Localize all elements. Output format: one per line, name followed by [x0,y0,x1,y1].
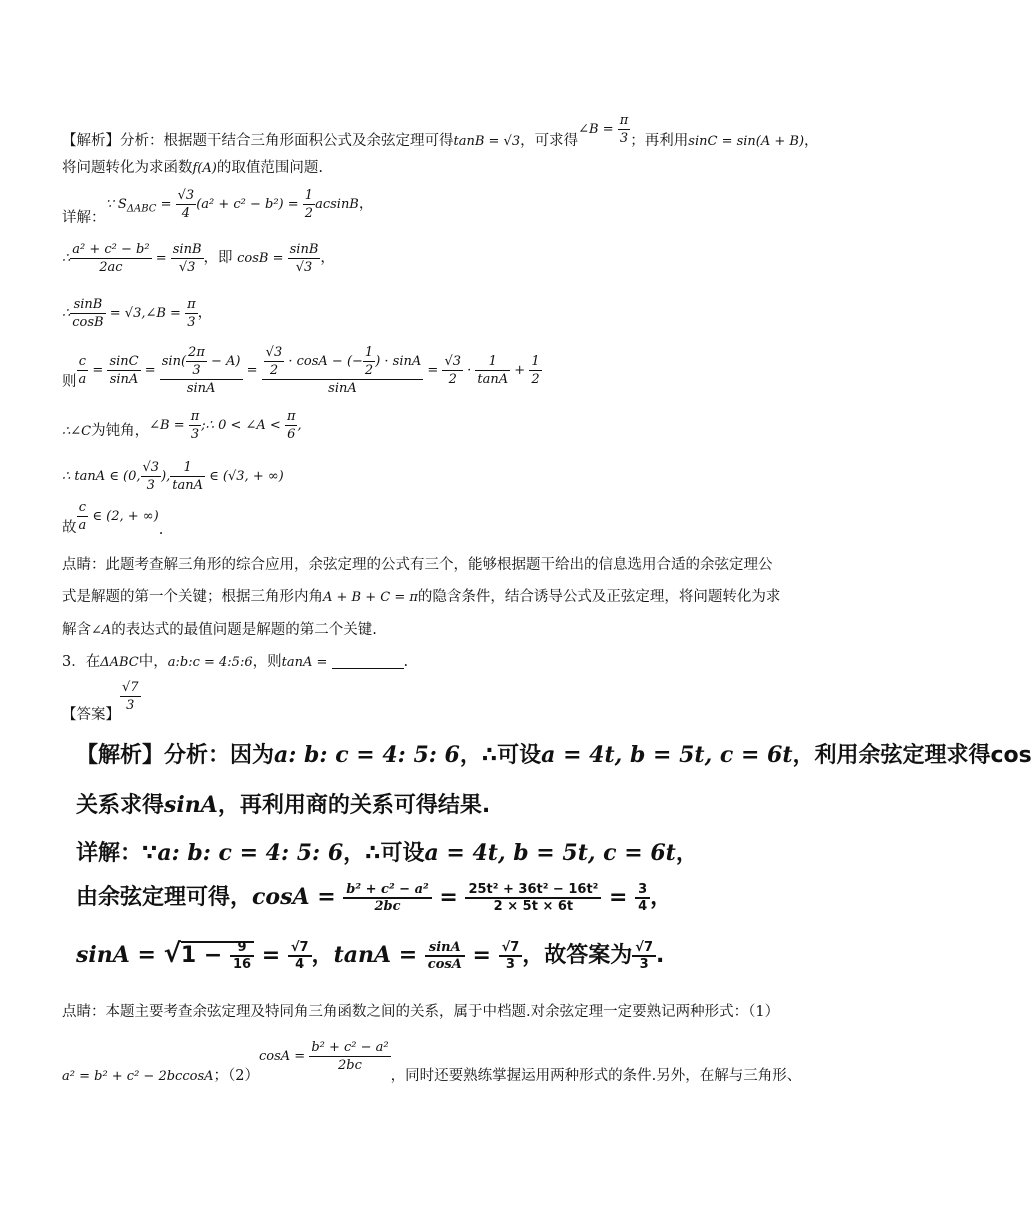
formula-conclusion [77,500,159,533]
frac-num: √3 [142,460,160,475]
formula-angle-B [578,113,630,146]
comment-text: ，同时还要熟练掌握运用两种形式的条件.另外，在解与三角形、 [390,1068,802,1084]
frac-den: 2bc [338,1058,362,1073]
image-fraction [632,940,656,972]
analysis-text: ，可求得 [520,133,579,149]
image-text: = [254,943,288,968]
frac-den: 2 [531,372,540,387]
question-number: 3．在 [62,654,101,670]
fraction [363,345,375,378]
formula-text: − A) [206,354,241,369]
formula-tanA-range [62,460,284,493]
formula-cosine-law-1: a² = b² + c² − 2bccosA [62,1069,214,1084]
comment-text: 式是解题的第一个关键；根据三角形内角 [62,589,323,605]
frac-num: 1 [531,354,540,369]
image-text: 关系求得 [76,793,165,818]
punct: ， [197,305,213,321]
formula-angle-sum: A + B + C = π [323,590,418,605]
frac-num: c [77,500,89,517]
frac-num: 9 [230,940,254,957]
image-row-1 [76,738,1032,769]
frac-num: √7 [122,680,139,695]
frac-den: tanA [172,478,204,493]
fraction [189,409,202,442]
formula-text: cosB = [237,251,288,266]
frac-num [262,345,424,380]
formula-text: , [297,418,302,433]
image-formula: a = 4t, b = 5t, c = 6t [541,742,793,768]
frac-num: √3 [444,354,461,369]
punct: . [158,522,164,538]
frac-den: 3 [639,957,649,972]
formula-text: · [463,363,476,378]
image-formula: a = 4t, b = 5t, c = 6t [424,840,676,866]
frac-num: √7 [632,940,656,957]
image-fraction [288,940,312,972]
image-row-4 [76,880,672,914]
formula-text: = [151,251,171,266]
formula-text: ∴ tanA ∈ (0, [62,469,141,484]
frac-num: π [190,409,200,424]
fraction [618,113,631,146]
frac-den: cosB [72,315,104,330]
frac-den: sinA [328,381,357,396]
image-text: = [464,943,499,968]
comment-text: 的表达式的最值问题是解题的第二个关键. [111,622,377,638]
comment-2-line-1: 点睛：本题主要考查余弦定理及特同角三角函数之间的关系，属于中档题.对余弦定理一定要熟记两种形式：（1） [62,1004,780,1020]
frac-den: 4 [295,957,305,972]
analysis-text: ， [804,133,819,149]
image-text: 由余弦定理可得， [76,885,253,910]
comment-text: 的隐含条件，结合诱导公式及正弦定理，将问题转化为求 [417,589,781,605]
detail-step-4 [62,345,542,396]
formula-angle-A: ∠A [91,623,112,638]
analysis-text: 将问题转化为求函数 [62,160,193,176]
formula-cosB [237,242,320,275]
frac-den: sinA [109,372,139,387]
answer-fraction [120,680,141,713]
frac-den: 4 [638,899,648,914]
frac-num: π [187,297,196,312]
formula-text: sin( [161,354,187,369]
formula-cosine-law-2 [258,1040,391,1073]
analysis-text: 的取值范围问题. [216,160,323,176]
image-text: ，再利用商的关系可得结果. [217,793,491,818]
fraction [107,354,140,387]
solution-image [60,730,1032,984]
formula-text: ∴ [62,306,71,321]
fraction [309,1040,390,1073]
question-text: ，则 [252,654,282,670]
formula-text: ∠B = [578,122,614,137]
frac-den: 3 [192,363,201,378]
answer-blank [332,654,404,669]
formula-area [105,188,359,221]
analysis-text: 分析：根据题干结合三角形面积公式及余弦定理可得 [120,133,454,149]
fraction [186,345,207,378]
frac-den: 2ac [99,260,123,275]
frac-num: a² + c² − b² [72,242,150,257]
image-text: 【解析】分析：因为 [76,743,275,768]
question-text: 中， [138,654,168,670]
formula-text: acsinB [315,197,359,212]
image-row-5 [76,938,664,972]
fraction [285,409,298,442]
fraction [262,345,424,396]
formula-text: ), [161,469,171,484]
fraction [529,354,541,387]
frac-num: 2π [188,345,205,360]
frac-den: 3 [505,957,515,972]
image-text: ，∴可设 [459,743,542,768]
punct: ， [320,250,335,266]
fraction [185,297,198,330]
frac-den: √3 [295,260,313,275]
punct: ， [358,196,374,212]
image-row-2 [76,788,490,819]
image-text: ， [675,841,698,866]
detail-text: 故 [62,520,77,536]
formula-text: + [510,363,530,378]
fraction [176,188,197,221]
image-text: 详解：∵ [76,841,158,866]
fraction [442,354,463,387]
formula-sub: ΔABC [126,203,157,215]
formula-text: ∈ (2, + ∞) [88,509,159,524]
formula-text: ;∴ 0 < ∠A < [201,418,285,433]
comment-text: 解含 [62,622,91,638]
frac-den: 16 [232,957,252,972]
image-text: ， [311,943,334,968]
frac-den: 3 [619,131,629,146]
formula-text: = √3,∠B = [105,306,186,321]
punct: . [403,654,409,670]
detail-label: 详解： [62,210,106,226]
image-text: = [601,885,636,910]
fraction [77,354,89,387]
frac-num: sinB [172,242,202,257]
formula-text: cosA = [258,1049,310,1064]
formula-text: ∈ (√3, + ∞) [205,469,284,484]
comment-1-line-3 [62,618,377,639]
image-formula: sinA [164,792,218,818]
fraction [171,242,204,275]
formula-cos-ratio [62,242,204,275]
formula-ratio: a:b:c = 4:5:6 [167,655,253,670]
image-formula: sinA = [76,942,164,968]
frac-den: a [78,518,87,533]
frac-den: 2 [364,363,374,378]
analysis-line-2 [62,156,323,177]
frac-num: 1 [364,345,374,360]
frac-num: c [77,354,89,371]
fraction [264,345,285,378]
frac-den: 2 [304,206,314,221]
frac-num: √3 [265,345,283,360]
comment-1-line-1: 点睛：此题考查解三角形的综合应用，余弦定理的公式有三个，能够根据题干给出的信息选用合适的余弦定理公 [62,557,773,573]
formula-angle-range [149,409,302,442]
answer-label: 【答案】 [62,706,120,723]
frac-num: sinA [425,940,465,957]
image-text: ，∴可设 [343,841,425,866]
frac-num: sinB [70,297,105,314]
detail-step-6 [62,460,284,493]
frac-num [160,345,243,380]
frac-num: √7 [499,940,523,957]
image-text: 1 − [180,943,230,968]
frac-num: b² + c² − a² [343,882,431,899]
frac-num: sinC [109,354,139,369]
fraction [77,500,89,533]
image-fraction [343,882,431,914]
detail-step-3 [62,297,212,330]
image-text: = [431,885,466,910]
frac-num: π [286,409,296,424]
image-text: . [656,943,665,968]
comment-2-line-2 [62,1040,802,1084]
formula-tanB: tanB = √3 [453,134,521,149]
detail-text: 为钝角， [91,423,150,439]
fraction [303,188,315,221]
image-fraction [635,882,650,914]
image-text: ，故答案为 [522,943,633,968]
formula-fA: f(A) [192,161,217,176]
image-formula: tanA = [333,942,425,968]
question-3 [62,650,408,671]
image-text: ， [650,885,673,910]
image-formula: a: b: c = 4: 5: 6 [274,742,460,768]
detail-text: ，即 [203,250,233,266]
frac-den: 3 [190,427,200,442]
fraction [70,242,151,275]
image-text: ，利用余弦定理求得cos [792,743,1032,768]
frac-den: sinA [186,381,216,396]
formula-tanA: tanA = [281,655,332,670]
frac-num: 1 [475,354,510,371]
image-formula: cosA = [252,884,344,910]
formula-text: · cosA − (− [284,354,363,369]
frac-den: cosA [427,957,462,972]
image-fraction [499,940,523,972]
frac-den: 4 [181,206,191,221]
formula-c-over-a: $\frac{c}{a}$ = $\frac{\sin C}{\sin A}$ = sin( $\frac{2\pi}{3}$ − A) sinA = $\frac{√3}{2}$ · cosA − (− $\frac{1}{2}$ ) · sinA sinA = $\frac{√3}{2}$ · $\frac{1}{\tan A}$ + $\frac{1}{2}$ [78,345,540,396]
formula-text: ) · sinA [375,354,422,369]
fraction [160,345,243,396]
formula-text: ∵ S [105,197,127,212]
frac-den: 3 [126,698,135,713]
frac-num: π [619,113,629,128]
detail-step-7 [62,500,164,538]
radical-sign: √ [163,939,181,969]
radicand [180,940,254,972]
frac-den: 3 [146,478,155,493]
image-fraction [230,940,254,972]
answer-line [62,680,141,723]
frac-num: 1 [170,460,205,477]
comment-1-line-2 [62,585,780,606]
frac-den: 2 [448,372,457,387]
analysis-line-1 [62,113,819,158]
frac-den: tanA [477,372,509,387]
fraction [475,354,510,387]
frac-den: √3 [178,260,196,275]
frac-num: √3 [177,188,195,203]
image-formula: a: b: c = 4: 5: 6 [157,840,344,866]
formula-triangle: ΔABC [100,655,139,670]
frac-den: a [78,372,87,387]
formula-angle-C: ∴∠C [62,424,92,439]
fraction [141,460,162,493]
detail-step-2 [62,242,335,275]
formula-text: (a² + c² − b²) = [196,197,303,212]
frac-num: 3 [635,882,650,899]
frac-den: 6 [287,427,296,442]
frac-den: 2 × 5t × 6t [493,899,574,914]
detail-text: 则 [62,374,77,390]
frac-num: sinB [289,242,319,257]
detail-step-1 [62,188,374,226]
frac-num: b² + c² − a² [311,1040,389,1055]
detail-step-5 [62,409,302,448]
image-fraction [425,940,465,972]
fraction [288,242,321,275]
formula-text: ∠B = [149,418,189,433]
fraction [170,460,205,493]
frac-num: 25t² + 36t² − 16t² [465,882,601,899]
formula-tanB-step [62,297,198,330]
comment-text: ；（2） [213,1068,259,1084]
frac-den: 2bc [374,899,401,914]
frac-num: √7 [288,940,312,957]
fraction [70,297,105,330]
formula-text: ∴ [62,251,71,266]
formula-sinC: sinC = sin(A + B) [688,134,805,149]
image-fraction [465,882,601,914]
frac-den: 2 [269,363,279,378]
frac-den: 3 [187,315,196,330]
analysis-text: ；再利用 [630,133,689,149]
formula-text: = [156,197,176,212]
frac-num: 1 [304,188,314,203]
analysis-label: 【解析】 [62,133,120,149]
image-row-3 [76,836,698,867]
